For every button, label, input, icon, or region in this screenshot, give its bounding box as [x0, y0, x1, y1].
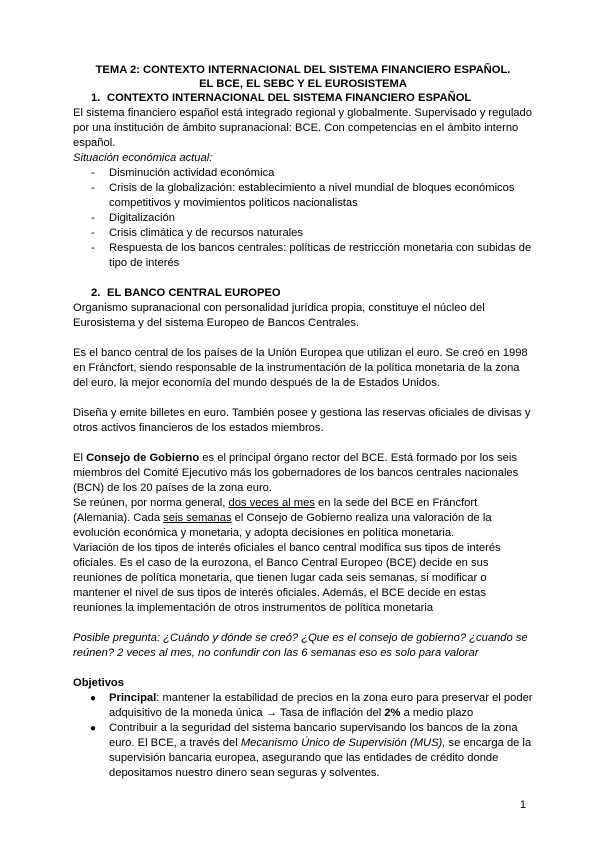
document-title-line2: EL BCE, EL SEBC Y EL EUROSISTEMA: [199, 78, 407, 90]
text-span: Se reúnen, por norma general,: [73, 497, 229, 509]
list-item-text: Respuesta de los bancos centrales: políticas de restricción monetaria con subidas de tipo de interés: [109, 242, 532, 269]
bce-paragraph-1: Organismo supranacional con personalidad jurídica propia, constituye el núcleo del Eurosistema y del sistema Europeo de Bancos Centrales.: [73, 302, 485, 329]
tipos-interes-paragraph: Variación de los tipos de interés oficiales el banco central modifica sus tipos de interés oficiales. Es el caso de la eurozona, el Banco Central Europeo (BCE) decide en sus reuniones de política monetaria, que tienen lugar cada seis semanas, si modificar o mantener el nivel de sus tipos de interés oficiales. Además, el BCE decide en estas reuniones la implementación de otros instrumentos de política monetaria: [73, 542, 501, 614]
situacion-label: Situación económica actual:: [73, 152, 213, 164]
posible-pregunta-note: Posible pregunta: ¿Cuándo y dónde se creó? ¿Que es el consejo de gobierno? ¿cuando se reúnen? 2 veces al mes, no confundir con las 6 semanas eso es solo para valorar: [73, 632, 528, 659]
section2-heading-text: EL BANCO CENTRAL EUROPEO: [107, 287, 281, 299]
seis-semanas-underlined: seis semanas: [163, 512, 232, 524]
text-span: El: [73, 452, 87, 464]
dash-bullet: -: [91, 167, 95, 179]
list-item-text: Crisis climática y de recursos naturales: [109, 227, 303, 239]
consejo-term: Consejo de Gobierno: [86, 452, 200, 464]
section1-heading-text: CONTEXTO INTERNACIONAL DEL SISTEMA FINANCIERO ESPAÑOL: [107, 92, 472, 104]
consejo-paragraph: [73, 451, 533, 496]
list-item: [73, 721, 533, 781]
list-item-text: Digitalización: [109, 212, 175, 224]
text-span: el Consejo de Gobierno realiza una valoración de la evolución económica y monetaria, y adopta decisiones en política monetaria.: [73, 512, 492, 539]
mus-term: Mecanismo Único de Supervisión (MUS),: [240, 737, 446, 749]
document-title-line1: TEMA 2: CONTEXTO INTERNACIONAL DEL SISTEMA FINANCIERO ESPAÑOL.: [95, 64, 511, 76]
text-span: : mantener la estabilidad de precios en la zona euro para preservar el poder adquisitivo de la moneda única → Tasa de inflación del: [109, 692, 533, 719]
text-span: se encarga de la supervisión bancaria europea, asegurando que las entidades de crédito donde depositamos nuestro dinero sean seguras y solventes.: [109, 737, 532, 779]
list-item: [73, 241, 533, 271]
section1-number: 1.: [91, 92, 101, 104]
objetivos-list: [73, 691, 533, 781]
dot-bullet: ●: [90, 693, 97, 704]
section1-intro: El sistema financiero español está integrado regional y globalmente. Supervisado y regulado por una institución de ámbito supranacional: BCE. Con competencias en el ámbito interno español.: [73, 107, 532, 149]
principal-term: Principal: [109, 692, 157, 704]
bce-paragraph-3: Diseña y emite billetes en euro. También posee y gestiona las reservas oficiales de divisas y otros activos financieros de los estados miembros.: [73, 407, 531, 434]
dash-bullet: -: [91, 212, 95, 224]
text-span: Contribuir a la seguridad del sistema bancario supervisando los bancos de la zona euro. El BCE, a través del: [109, 722, 518, 749]
dash-bullet: -: [91, 182, 95, 194]
dash-bullet: -: [91, 242, 95, 254]
section1-heading: [73, 91, 533, 106]
list-item: [73, 181, 533, 211]
section2-heading: [73, 286, 533, 301]
list-item: [73, 211, 533, 226]
bce-paragraph-2: Es el banco central de los países de la Unión Europea que utilizan el euro. Se creó en 1998 en Fráncfort, siendo responsable de la instrumentación de la política monetaria de la zona del euro, la mejor economía del mundo después de la de Estados Unidos.: [73, 347, 528, 389]
list-item: [73, 226, 533, 241]
reuniones-paragraph: [73, 496, 533, 541]
list-item-text: Disminución actividad económica: [109, 167, 275, 179]
text-span: en la sede del BCE en Fráncfort (Alemania). Cada: [73, 497, 478, 524]
inflation-target: 2%: [384, 707, 401, 719]
dot-bullet: ●: [90, 723, 97, 734]
objetivos-heading: Objetivos: [73, 677, 124, 689]
page-number: 1: [519, 799, 526, 811]
document-page: [73, 63, 533, 781]
text-span: a medio plazo: [400, 707, 474, 719]
dos-veces-underlined: dos veces al mes: [228, 497, 315, 509]
situacion-list: [73, 166, 533, 271]
dash-bullet: -: [91, 227, 95, 239]
text-span: es el principal órgano rector del BCE. Está formado por los seis miembros del Comité Ejecutivo más los gobernadores de los bancos centrales nacionales (BCN) de los 20 países de la zona euro.: [73, 452, 519, 494]
list-item: [73, 691, 533, 721]
list-item-text: Crisis de la globalización: establecimiento a nivel mundial de bloques económicos competitivos y movimientos políticos nacionalistas: [109, 182, 515, 209]
list-item: [73, 166, 533, 181]
section2-number: 2.: [91, 287, 101, 299]
